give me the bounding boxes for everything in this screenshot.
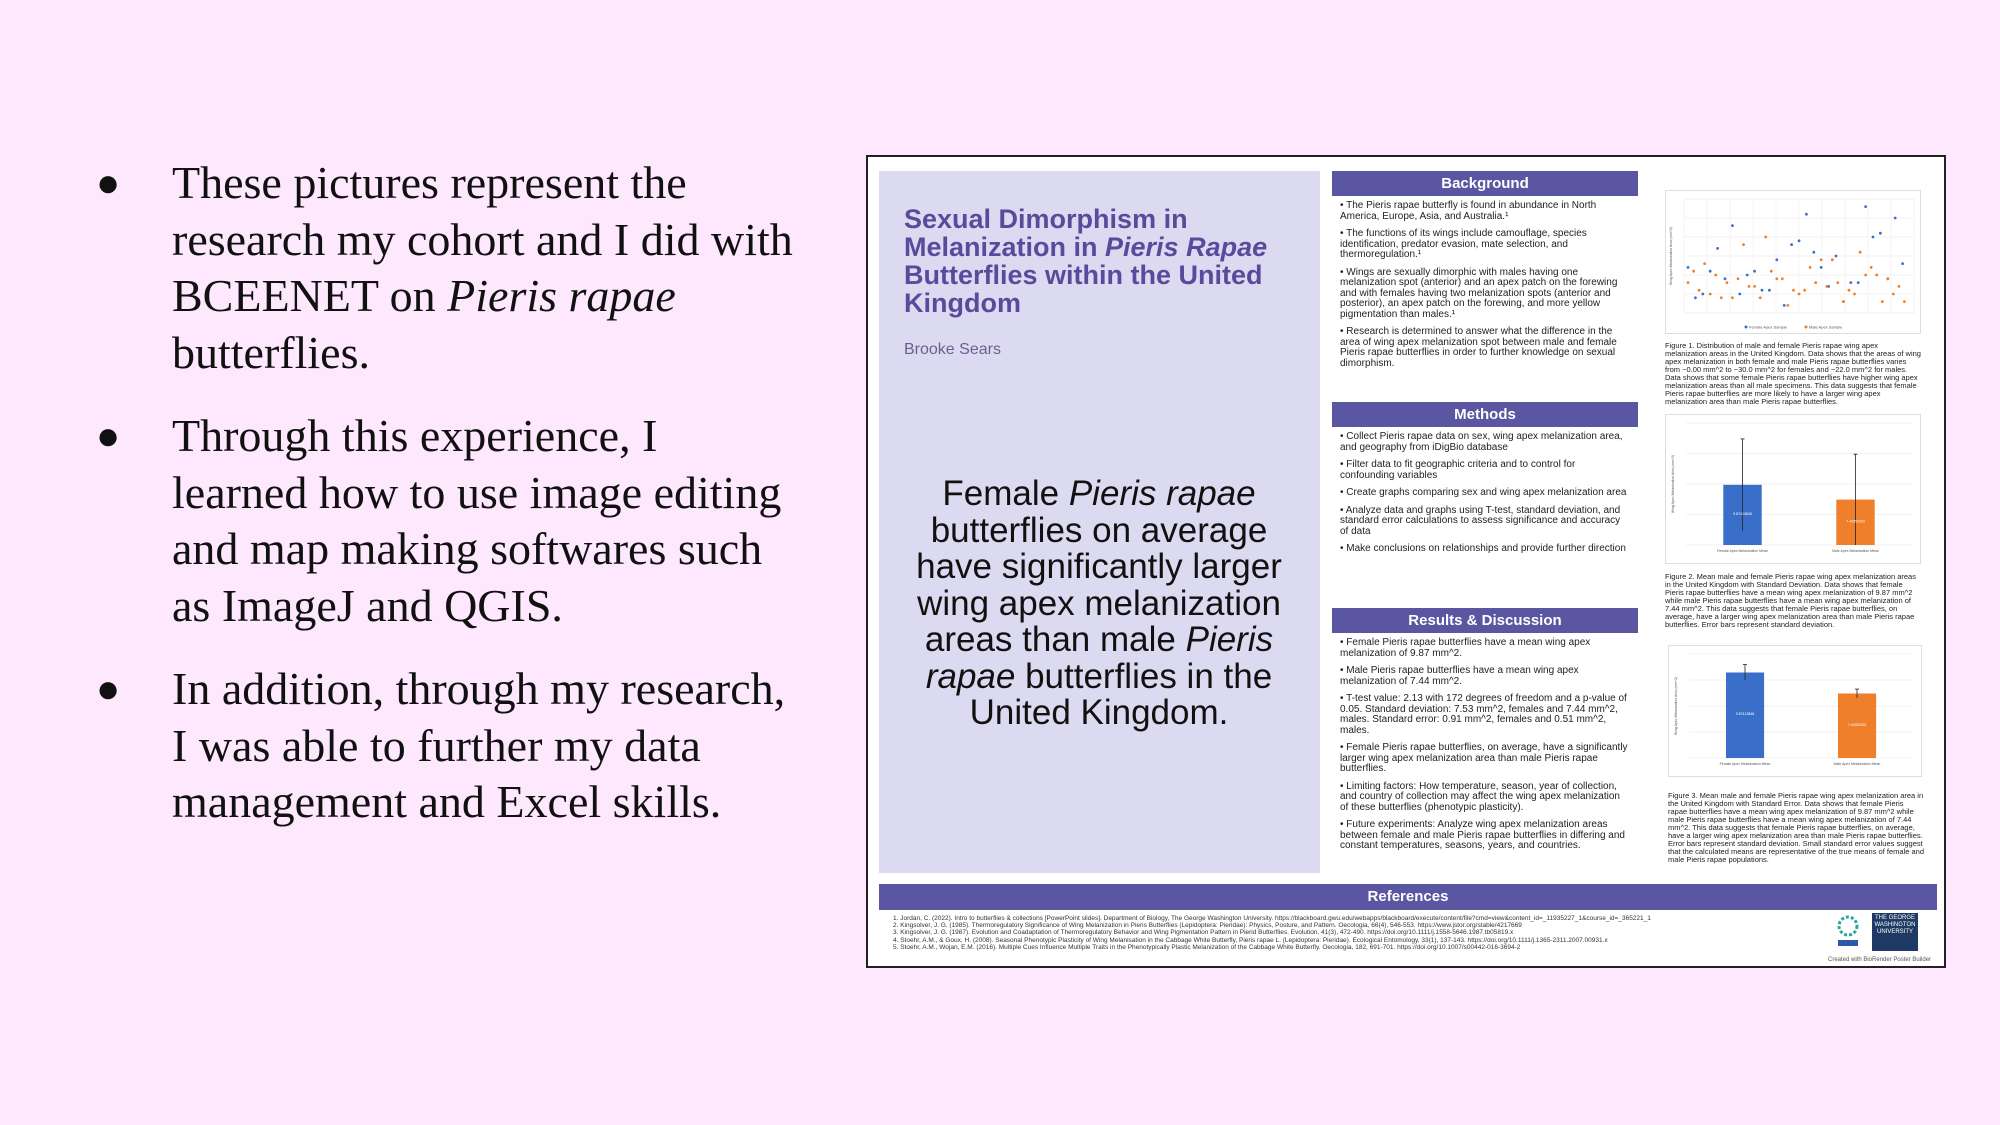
- figure-3-caption: Figure 3. Mean male and female Pieris rapae wing apex melanization area in the United Kingdom with Standard Error. Data shows that female Pieris rapae butterflies have a mean wing apex melanization of 9.87 mm^2 while male Pieris rapae butterflies have a mean wing apex melanization of 7.44 mm^2. This data suggests that female Pieris rapae butterflies, on average, have a larger wing apex melanization area than male Pieris rapae butterflies. Error bars represent standard deviation. Small standard error values suggest that the calculated means are representative of the true means of female and male Pieris rapae populations.: [1668, 791, 1924, 864]
- scatter-point: [1872, 236, 1875, 239]
- scatter-point: [1859, 251, 1862, 254]
- results-item: • T-test value: 2.13 with 172 degrees of freedom and a p-value of 0.05. Standard deviation: 7.53 mm^2, females and 7.44 mm^2, males. Standard error: 0.91 mm^2, females and 0.51 mm^2, males.: [1340, 693, 1627, 736]
- category-label: Female Apex Melanization Mean: [1719, 762, 1771, 766]
- scatter-point: [1864, 274, 1867, 277]
- scatter-point: [1775, 258, 1778, 261]
- scatter-point: [1742, 243, 1745, 246]
- poster-title: [904, 205, 1304, 317]
- scatter-point: [1879, 232, 1882, 235]
- scatter-point: [1809, 266, 1812, 269]
- research-poster: [866, 155, 1946, 968]
- scatter-point: [1903, 300, 1906, 303]
- scatter-point: [1831, 258, 1834, 261]
- background-heading: Background: [1332, 171, 1638, 196]
- y-axis-label: Wing Apex Melanization Area (mm^2): [1669, 226, 1673, 286]
- scatter-point: [1748, 285, 1751, 288]
- scatter-point: [1894, 217, 1897, 220]
- bullet-text: These pictures represent the research my cohort and I did with BCEENET on: [172, 157, 793, 321]
- background-item: • The functions of its wings include camouflage, species identification, predator evasion, mate selection, and thermoregulation.¹: [1340, 228, 1587, 260]
- scatter-point: [1803, 289, 1806, 292]
- poster-title-text: Sexual Dimorphism in Melanization in: [904, 204, 1188, 262]
- results-item: • Male Pieris rapae butterflies have a mean wing apex melanization of 7.44 mm^2.: [1340, 665, 1579, 687]
- bullet-item: [96, 155, 796, 381]
- scatter-point: [1764, 236, 1767, 239]
- scatter-point: [1768, 289, 1771, 292]
- scatter-point: [1738, 293, 1741, 296]
- scatter-point: [1814, 281, 1817, 284]
- results-heading: Results & Discussion: [1332, 608, 1638, 633]
- scatter-point: [1798, 239, 1801, 242]
- scatter-point: [1687, 266, 1690, 269]
- results-item: • Female Pieris rapae butterflies have a mean wing apex melanization of 9.87 mm^2.: [1340, 637, 1591, 659]
- claim-fragment: Pieris rapae: [925, 620, 1274, 696]
- bar-value-label: 7.44352393: [1847, 722, 1867, 727]
- scatter-point: [1870, 266, 1873, 269]
- poster-title-text-end: Butterflies within the United Kingdom: [904, 260, 1263, 318]
- scatter-point: [1881, 300, 1884, 303]
- scatter-point: [1753, 270, 1756, 273]
- results-body: [1332, 633, 1638, 864]
- bullet-text: Through this experience, I learned how to use image editing and map making softwares such as ImageJ and QGIS.: [172, 410, 782, 631]
- bullet-dot-icon: ●: [96, 413, 121, 458]
- background-section: [1332, 171, 1638, 381]
- reference-item: 3. Kingsolver, J. G. (1987). Evolution and Coadaptation of Thermoregulatory Behavior and Wing Pigmentation Pattern in Pierid Butterflies. Evolution, 41(3), 472-490. https://doi.org/10.1111/j.1558-5646.1987.tb05819.x: [893, 929, 1514, 937]
- scatter-point: [1901, 262, 1904, 265]
- category-label: Male Apex Melanization Mean: [1832, 549, 1879, 553]
- methods-heading: Methods: [1332, 402, 1638, 427]
- scatter-point: [1770, 270, 1773, 273]
- bar-value-label: 9.87413848: [1733, 511, 1752, 516]
- bar-value-label: 7.44352393: [1846, 519, 1865, 524]
- scatter-point: [1720, 296, 1723, 299]
- scatter-point: [1709, 293, 1712, 296]
- poster-author: Brooke Sears: [904, 341, 1001, 358]
- reference-item: 2. Kingsolver, J. G. (1985). Thermoregulatory Significance of Wing Melanization in Pieris Butterflies (Lepidoptera: Pieridae): Physics, Posture, and Pattern. Oecologia, 66(4), 546-553. https://www.jstor.org/stable/4217669: [893, 922, 1522, 930]
- results-item: • Future experiments: Analyze wing apex melanization areas between female and male Pieris rapae butterflies in differing and constant temperatures, seasons, years, and countries.: [1340, 819, 1625, 851]
- scatter-point: [1848, 289, 1851, 292]
- scatter-point: [1775, 277, 1778, 280]
- scatter-point: [1898, 285, 1901, 288]
- results-item: • Female Pieris rapae butterflies, on average, have a significantly larger wing apex melanization area than male Pieris rapae butterflies.: [1340, 742, 1628, 774]
- scatter-point: [1701, 293, 1704, 296]
- references-heading: References: [879, 884, 1937, 910]
- scatter-point: [1825, 285, 1828, 288]
- bullet-species: Pieris rapae: [447, 270, 676, 321]
- poster-title-species: Pieris Rapae: [1105, 232, 1268, 262]
- y-axis-label: Wing Apex Melanization Area (mm^2): [1671, 454, 1675, 514]
- legend-marker: [1805, 326, 1808, 329]
- scatter-point: [1698, 289, 1701, 292]
- scatter-point: [1692, 270, 1695, 273]
- university-logo: THE GEORGE WASHINGTON UNIVERSITY: [1872, 913, 1918, 951]
- scatter-point: [1759, 296, 1762, 299]
- claim-fragment: Pieris rapae: [1068, 474, 1256, 513]
- scatter-point: [1849, 281, 1852, 284]
- background-item: • The Pieris rapae butterfly is found in abundance in North America, Europe, Asia, and Australia.¹: [1340, 200, 1597, 222]
- claim-fragment: butterflies in the United Kingdom.: [969, 656, 1273, 732]
- scatter-point: [1731, 296, 1734, 299]
- poster-main-claim: [889, 476, 1309, 732]
- methods-item: • Filter data to fit geographic criteria and to control for confounding variables: [1340, 459, 1576, 481]
- scatter-point: [1835, 255, 1838, 258]
- methods-body: [1332, 427, 1638, 567]
- results-item: • Limiting factors: How temperature, season, year of collection, and country of collection may affect the wing apex melanization of these butterflies (phenotypic plasticity).: [1340, 780, 1620, 813]
- bullet-text-end: butterflies.: [172, 326, 370, 378]
- scatter-point: [1753, 285, 1756, 288]
- bceenet-logo-icon: [1833, 914, 1863, 948]
- figure-1-caption: Figure 1. Distribution of male and female Pieris rapae wing apex melanization areas in the United Kingdom. Data shows that the areas of wing apex melanization in both female and male Pieris rapae butterflies varies from ~0.00 mm^2 to ~30.0 mm^2 for females and ~22.0 mm^2 for males. Data shows that some female Pieris rapae butterflies have higher wing apex melanization areas than all male specimens. This data suggests that female Pieris rapae butterflies are more likely to have a larger wing apex melanization area than male Pieris rapae butterflies.: [1665, 341, 1921, 406]
- scatter-point: [1714, 274, 1717, 277]
- legend-label: Male Apex Sample: [1809, 324, 1843, 330]
- legend-marker: [1745, 326, 1748, 329]
- scatter-point: [1853, 293, 1856, 296]
- legend-label: Female Apex Sample: [1749, 324, 1788, 330]
- references-list: [893, 915, 1713, 951]
- bar-chart-sd-figure: [1665, 414, 1921, 564]
- bullet-list: [96, 155, 796, 858]
- results-section: [1332, 608, 1638, 864]
- reference-item: 1. Jordan, C. (2022). Intro to butterflies & collections [PowerPoint slides]. Department of Biology, The George Washington University. https://blackboard.gwu.edu/webapps/blackboard/execute/content/file?cmd=view&content_id=_11935227_1&course_id=_365221_1: [893, 915, 1651, 922]
- claim-fragment: butterflies on average have significantly larger wing apex melanization areas than male: [916, 510, 1282, 659]
- methods-item: • Create graphs comparing sex and wing apex melanization area: [1340, 487, 1627, 498]
- scatter-point: [1703, 262, 1706, 265]
- poster-title-panel: [879, 171, 1320, 873]
- scatter-point: [1820, 258, 1823, 261]
- bullet-dot-icon: ●: [96, 666, 121, 711]
- scatter-point: [1892, 293, 1895, 296]
- reference-item: 5. Stoehr, A.M., Wojan, E.M. (2016). Multiple Cues Influence Multiple Traits in the Phenotypically Plastic Melanization of the Cabbage White Butterfly. Oecologia, 182, 691-701. https://doi.org/10.1007/s00442-016-3694-2: [893, 943, 1521, 951]
- scatter-point: [1716, 247, 1719, 250]
- methods-item: • Collect Pieris rapae data on sex, wing apex melanization area, and geography from iDigBio database: [1340, 431, 1623, 453]
- claim-fragment: Female: [942, 474, 1069, 513]
- scatter-point: [1805, 213, 1808, 216]
- category-label: Male Apex Melanization Mean: [1833, 762, 1881, 766]
- scatter-plot-figure: [1665, 190, 1921, 334]
- scatter-point: [1886, 277, 1889, 280]
- scatter-point: [1731, 224, 1734, 227]
- scatter-point: [1737, 277, 1740, 280]
- bullet-item: [96, 408, 796, 634]
- reference-item: 4. Stoehr, A.M., & Goux, H. (2008). Seasonal Phenotypic Plasticity of Wing Melanisation in the Cabbage White Butterfly, Pieris rapae L. (Lepidoptera: Pieridae). Ecological Entomology, 33(1), 137-143. https://doi.org/10.1111/j.1365-2311.2007.00931.x: [893, 936, 1608, 944]
- scatter-point: [1836, 281, 1839, 284]
- scatter-point: [1864, 205, 1867, 208]
- scatter-point: [1687, 281, 1690, 284]
- scatter-point: [1842, 300, 1845, 303]
- background-body: [1332, 196, 1638, 381]
- scatter-point: [1812, 251, 1815, 254]
- poster-credit: Created with BioRender Poster Builder: [1828, 957, 1932, 963]
- scatter-point: [1820, 266, 1823, 269]
- bar-value-label: 9.87413848: [1735, 712, 1755, 717]
- scatter-point: [1783, 304, 1786, 307]
- scatter-point: [1694, 296, 1697, 299]
- bullet-dot-icon: ●: [96, 160, 121, 205]
- bullet-item: [96, 661, 796, 831]
- scatter-point: [1790, 243, 1793, 246]
- scatter-point: [1798, 293, 1801, 296]
- methods-item: • Analyze data and graphs using T-test, standard deviation, and standard error calculations to assess significance and accuracy of data: [1340, 504, 1621, 537]
- scatter-point: [1709, 270, 1712, 273]
- scatter-point: [1857, 281, 1860, 284]
- scatter-point: [1726, 281, 1729, 284]
- methods-item: • Make conclusions on relationships and provide further direction: [1340, 543, 1626, 554]
- bar-chart-se-figure: [1668, 645, 1922, 777]
- figure-2-caption: Figure 2. Mean male and female Pieris rapae wing apex melanization areas in the United Kingdom with Standard Deviation. Data shows that female Pieris rapae butterflies have a mean wing apex melanization of 9.87 mm^2 while male Pieris rapae butterflies have a mean wing apex melanization of 7.44 mm^2. This data suggests that female Pieris rapae butterflies, on average, have a larger wing apex melanization area than male Pieris rapae butterflies. Error bars represent standard deviation.: [1665, 572, 1916, 629]
- category-label: Female Apex Melanization Mean: [1717, 549, 1768, 553]
- background-item: • Wings are sexually dimorphic with males having one melanization spot (anterior) and an apex patch on the forewing and with females having two melanization spots (anterior and posterior), an apex patch on the forewing, and more yellow pigmentation than males.¹: [1340, 266, 1618, 320]
- scatter-point: [1792, 289, 1795, 292]
- background-item: • Research is determined to answer what the difference in the area of wing apex melanization spot between male and female Pieris rapae butterflies in order to further knowledge on sexual dimorphism.: [1340, 326, 1617, 369]
- scatter-point: [1724, 277, 1727, 280]
- scatter-point: [1787, 304, 1790, 307]
- scatter-point: [1875, 274, 1878, 277]
- scatter-point: [1746, 274, 1749, 277]
- scatter-point: [1781, 277, 1784, 280]
- y-axis-label: Wing Apex Melanization Area (mm^2): [1674, 676, 1678, 736]
- methods-section: [1332, 402, 1638, 567]
- bullet-text: In addition, through my research, I was able to further my data management and Excel skills.: [172, 663, 786, 827]
- scatter-point: [1761, 289, 1764, 292]
